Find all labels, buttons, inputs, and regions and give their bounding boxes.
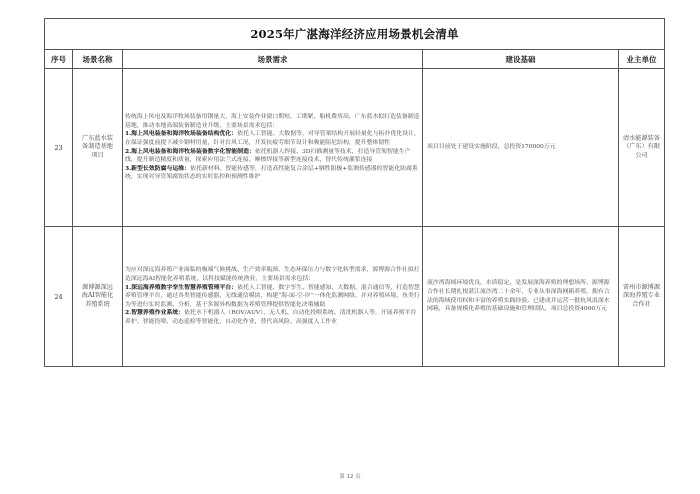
requirement-item-text: 依托水下机器人（ROV/AUV）、无人机、自动化投喂系统、清洗机器人等，开展养殖平台养护、智能投喂、动态巡检等智能化、自动化作业，替代高风险、高强度人工作业 (125, 310, 417, 325)
requirement-item (125, 165, 420, 182)
requirement-item-text: 依托机器人焊接、3D扫描测量等技术，打造导管架智能生产线，提升制造精度和质量，探索应用法兰式连接、摩擦焊接等新型连接技术，替代传统灌浆连接 (125, 148, 411, 164)
requirement-item-text: 依托人工智能、大数据等，对导管架结构开展轻量化与拓扑优化设计，在保证强度前提下减少钢材用量，针对台风工况，开发抗疲劳细节设计和吸能阻尼结构，提升整体韧性 (125, 131, 420, 146)
column-header-owner: 业主单位 (619, 50, 665, 69)
requirement-item (125, 130, 420, 147)
column-header-name: 场景名称 (73, 50, 123, 69)
scenario-requirement (123, 227, 423, 367)
column-header-index: 序号 (45, 50, 73, 69)
construction-basis: 流沙湾海域环境优良，水质稳定，是发展深海养殖的理想场所。源博源合作社长期扎根湛江流沙湾二十余年，专业从事深海网箱养殖，拥有合法的海域使用权和丰富的养殖实践经验。已建成并运营一批抗风浪深水网箱，具备规模化养殖的基础设施和管理团队，项目总投资4000万元 (423, 227, 619, 367)
table-title: 2025年广湛海洋经济应用场景机会清单 (45, 19, 665, 50)
requirement-intro: 传统海上风电及海洋牧场装备用钢量大，海上安装作业窗口期短，工期紧，船机费用高，广东蓝水拟打造装备制造基地，推动本地高端装备制造业升级，主要场景需求包括： (125, 114, 420, 129)
column-header-requirement: 场景需求 (123, 50, 423, 69)
row-index: 24 (45, 227, 73, 367)
owner-unit: 雷州市源博源深海养殖专业合作社 (619, 227, 665, 367)
opportunity-table (44, 18, 665, 367)
page-number: 第 12 页 (339, 474, 361, 480)
row-index: 23 (45, 69, 73, 227)
scenario-name: 广东蓝水装备制造基地项目 (73, 69, 123, 227)
owner-unit: 清水能源装备（广东）有限公司 (619, 69, 665, 227)
requirement-item-heading: 1.深远海养殖数字孪生智慧养殖管理平台： (125, 283, 238, 291)
scenario-requirement (123, 69, 423, 227)
construction-basis: 项目目前处于建设实施阶段，总投资170000万元 (423, 69, 619, 227)
table-row (45, 69, 665, 227)
column-header-basis: 建设基础 (423, 50, 619, 69)
requirement-item (125, 148, 420, 165)
requirement-intro: 为应对深远海养殖产业面临的极端气候挑战、生产效率瓶颈、生态环保压力与数字化转型需求，源博源合作社拟打造深远海AI智能化养殖系统，以科技赋能传统渔业，主要场景需求包括： (125, 267, 420, 283)
requirement-item-heading: 1.海上风电装备和海洋牧场装备结构优化： (125, 130, 238, 138)
requirement-item-heading: 2.智慧养殖作业系统： (125, 309, 185, 317)
requirement-item (125, 309, 420, 326)
table-row (45, 227, 665, 367)
requirement-item-heading: 2.海上风电装备和海洋牧场装备数字化智能制造： (125, 147, 255, 155)
scenario-name: 源博源深远海AI智能化养殖系统 (73, 227, 123, 367)
requirement-item (125, 284, 420, 310)
requirement-item-text: 依托新材料、智能传感等，打造高性能复合涂层+牺牲阳极+监测传感器的智能化防腐系统，实现对导管架腐蚀状态的实时监控和预测性维护 (125, 165, 418, 181)
header-row (45, 50, 665, 69)
requirement-item-text: 依托人工智能、数字孪生、智能感知、大数据、混合通信等，打造智慧养殖管理平台，通过各类智能传感器、无线通信模块，构建“海-面-空-岸”一体化监测网络，并对养殖环境、鱼类行为等进行实时监测、分析，基于多源异构数据为养殖管理提供智能化决策辅助 (125, 284, 420, 308)
requirement-item-heading: 3.新型长效防腐与运维： (125, 164, 191, 172)
